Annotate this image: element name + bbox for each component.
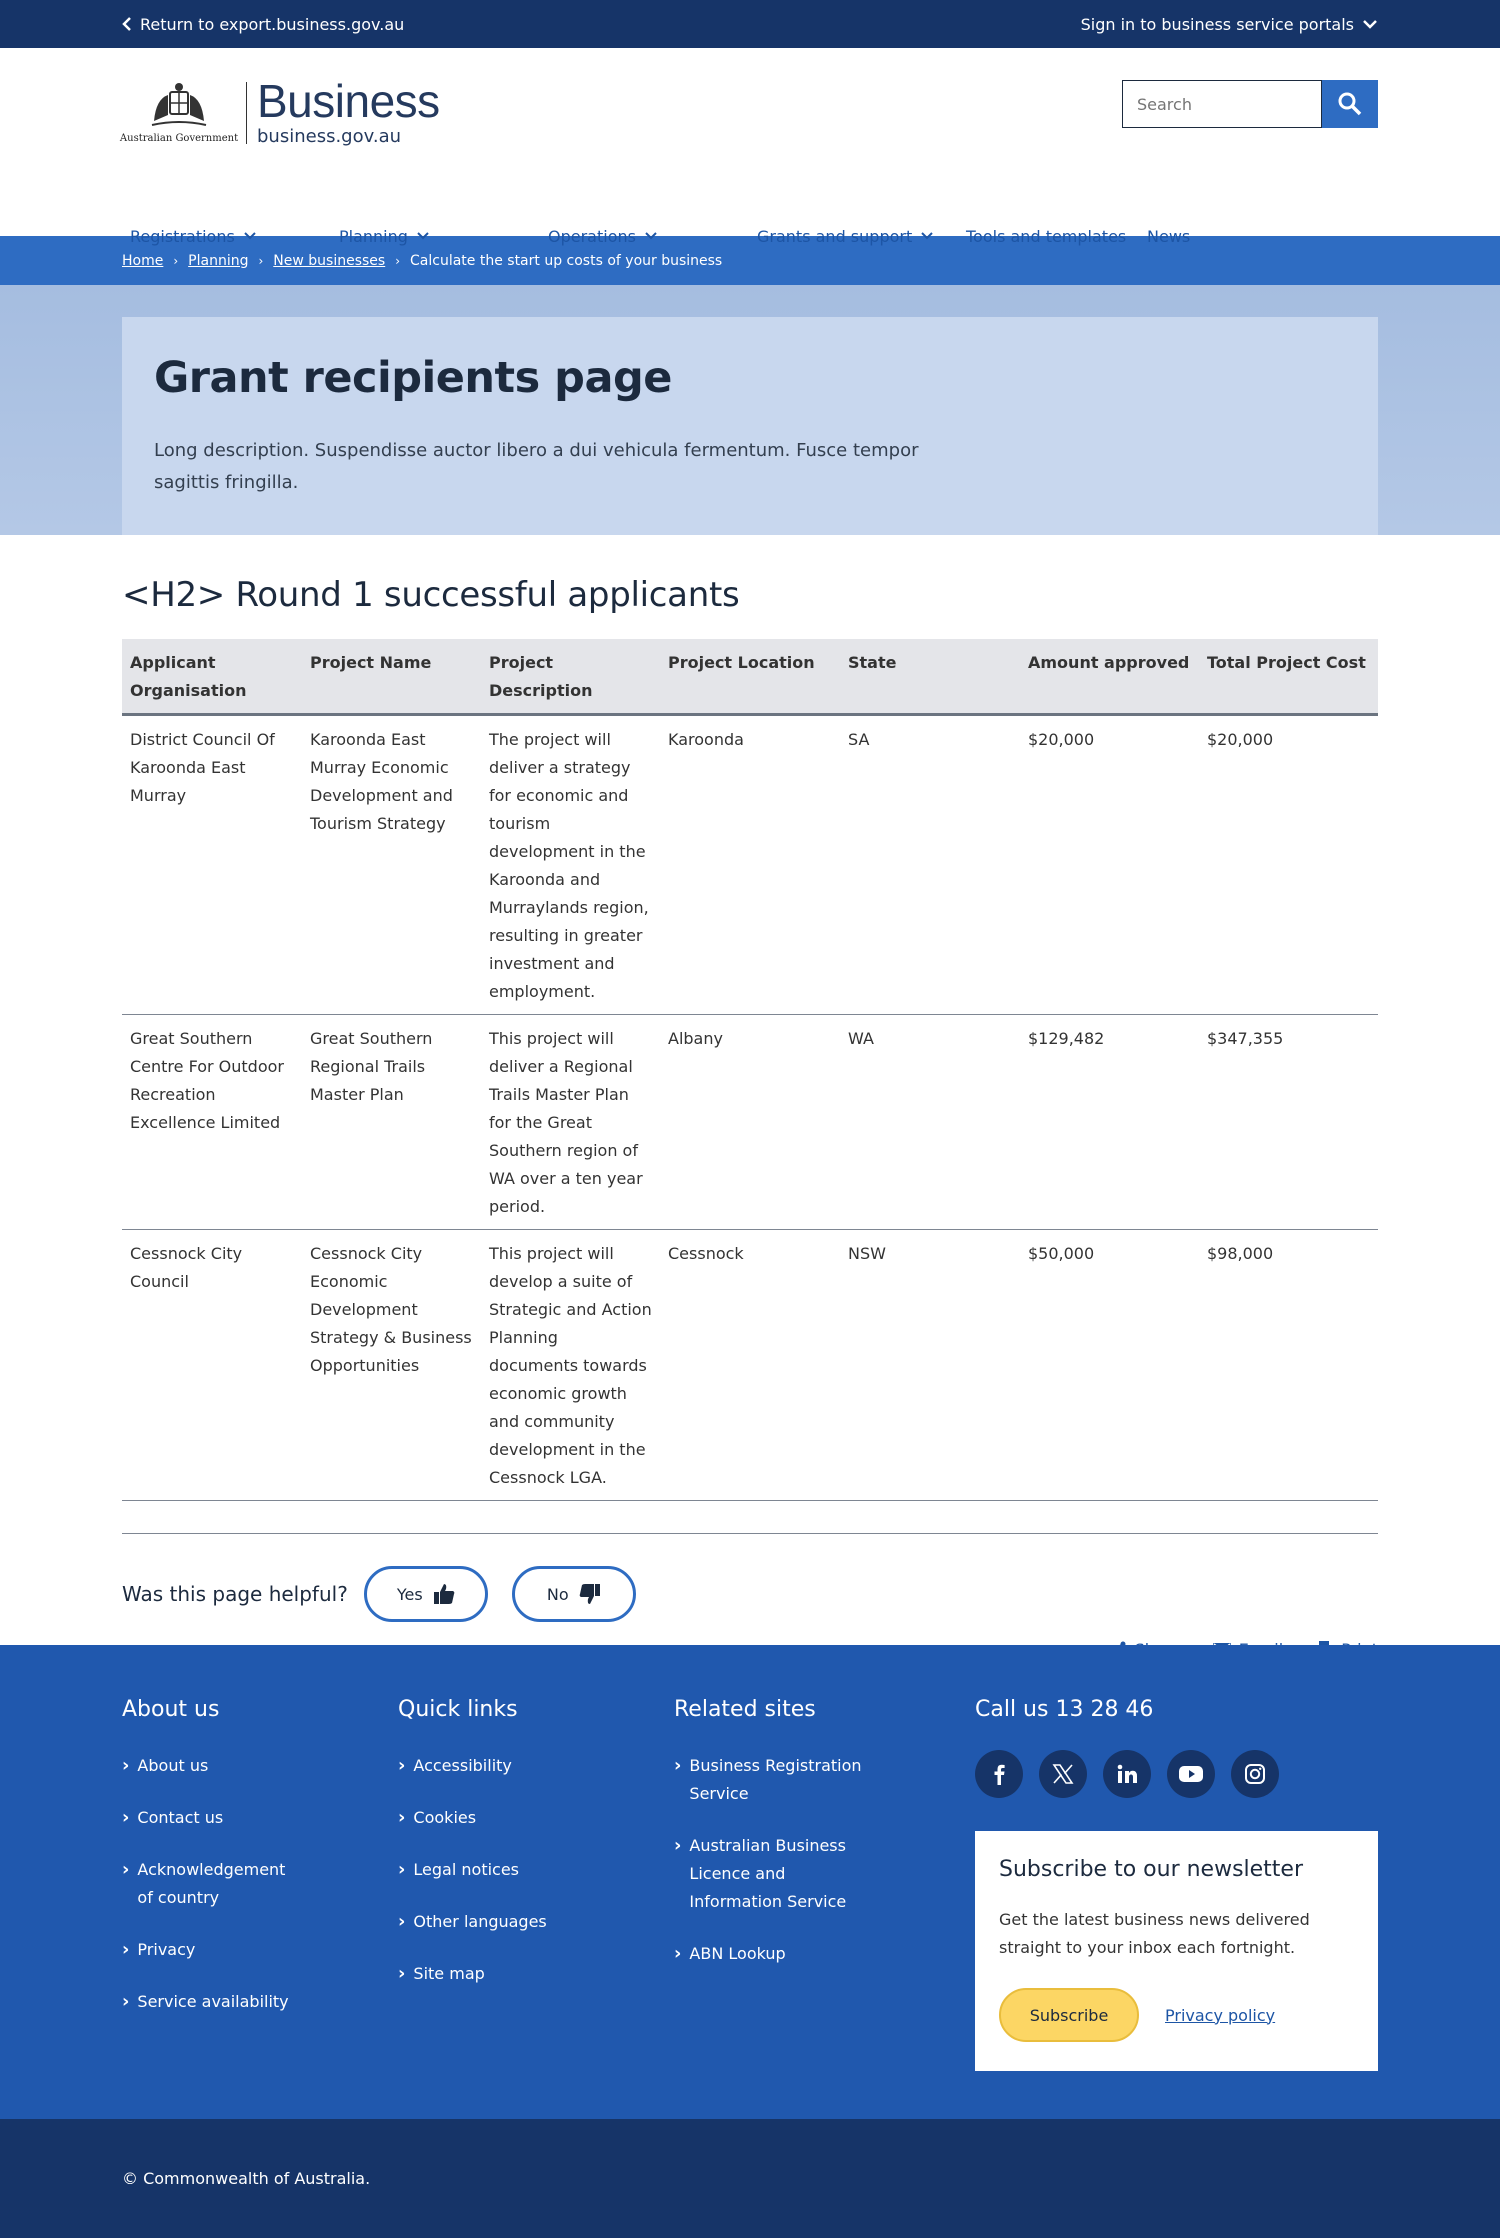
brand-name: Business [257,75,440,127]
coat-of-arms-icon [148,81,210,129]
search-form [1122,80,1378,128]
nav-planning-label: Planning [339,226,408,246]
thumbs-down-icon [579,1583,601,1605]
feedback-no-label: No [546,1584,569,1604]
footer-link[interactable] [398,1804,547,1832]
signin-portals-label: Sign in to business service portals [1080,14,1354,34]
chevron-right-icon: › [122,1807,130,1828]
return-link-label: Return to export.business.gov.au [140,14,405,34]
table-cell: $129,482 [1020,1015,1199,1230]
table-cell: WA [840,1015,1020,1230]
table-cell: Karoonda [660,715,840,1015]
nav-news-label: News [1147,226,1191,246]
footer-related-heading: Related sites [674,1697,816,1722]
instagram-link[interactable] [1231,1750,1279,1798]
table-cell: District Council Of Karoonda East Murray [122,715,302,1015]
facebook-icon [988,1763,1010,1785]
table-cell: This project will develop a suite of Strategic and Action Planning documents towards economic growth and community development in the Cessnock LGA. [481,1230,660,1501]
column-header: State [840,639,1020,715]
breadcrumb-home[interactable]: Home [122,252,164,269]
footer-quick-links-column [398,1697,547,2012]
facebook-link[interactable] [975,1750,1023,1798]
chevron-right-icon: › [398,1755,406,1776]
chevron-right-icon: › [122,1859,130,1880]
government-label: Australian Government [119,133,239,144]
footer-link-label: Accessibility [413,1756,512,1775]
chevron-right-icon: › [122,1939,130,1960]
breadcrumb-planning[interactable]: Planning [188,252,249,269]
breadcrumb-new-businesses[interactable]: New businesses [273,252,386,269]
chevron-right-icon: › [398,1807,406,1828]
footer-link-label: Contact us [137,1808,224,1827]
youtube-link[interactable] [1167,1750,1215,1798]
divider [122,1533,1378,1534]
chevron-right-icon: › [674,1943,682,1964]
footer-about-column [122,1697,292,2040]
x-link[interactable] [1039,1750,1087,1798]
footer-link-label: Site map [413,1964,485,1983]
privacy-policy-link[interactable]: Privacy policy [1165,2005,1276,2025]
feedback-question: Was this page helpful? [122,1582,348,1606]
table-cell: Cessnock City Council [122,1230,302,1501]
footer-link[interactable] [122,1988,292,2016]
table-cell: Great Southern Centre For Outdoor Recreation Excellence Limited [122,1015,302,1230]
newsletter-text: Get the latest business news delivered straight to your inbox each fortnight. [999,1910,1310,1957]
page-description: Long description. Suspendisse auctor libero a dui vehicula fermentum. Fusce tempor sagittis fringilla. [154,440,919,493]
search-button[interactable] [1322,80,1378,128]
chevron-right-icon: › [258,253,264,268]
chevron-right-icon: › [674,1835,682,1856]
breadcrumb [0,236,1500,285]
footer-link-label: Business Registration Service [689,1756,862,1803]
table-cell: $50,000 [1020,1230,1199,1501]
chevron-right-icon: › [173,253,179,268]
breadcrumb-current: Calculate the start up costs of your business [410,252,723,269]
table-row [122,1015,1378,1230]
footer-link-label: Cookies [413,1808,477,1827]
feedback-section [122,1566,1378,1622]
column-header: Project Description [481,639,660,715]
footer-link[interactable] [122,1856,292,1912]
search-icon [1337,91,1363,117]
linkedin-link[interactable] [1103,1750,1151,1798]
copyright-text: © Commonwealth of Australia. [122,2169,371,2188]
column-header: Project Name [302,639,481,715]
top-bar [0,0,1500,48]
footer-link-label: Privacy [137,1940,196,1959]
column-header: Project Location [660,639,840,715]
nav-registrations-label: Registrations [130,226,235,246]
column-header: Amount approved [1020,639,1199,715]
youtube-icon [1179,1765,1203,1783]
footer-link[interactable] [398,1752,547,1780]
footer-contact-column [975,1697,1279,1798]
social-links [975,1750,1279,1798]
copyright-bar [0,2119,1500,2238]
footer-quick-heading: Quick links [398,1697,518,1722]
table-cell: The project will deliver a strategy for economic and tourism development in the Karoonda and Murraylands region, resulting in greater investment and employment. [481,715,660,1015]
signin-portals-link[interactable] [1081,15,1378,34]
table-cell: Karoonda East Murray Economic Development and Tourism Strategy [302,715,481,1015]
table-cell: This project will deliver a Regional Trails Master Plan for the Great Southern region of WA over a ten year period. [481,1015,660,1230]
footer-link-label: Service availability [137,1992,289,2011]
table-row [122,715,1378,1015]
table-cell: $98,000 [1199,1230,1378,1501]
footer-link[interactable] [122,1936,292,1964]
table-header-row [122,639,1378,715]
chevron-right-icon: › [398,1859,406,1880]
subscribe-button[interactable]: Subscribe [999,1988,1139,2042]
return-link[interactable] [122,15,404,34]
column-header: Applicant Organisation [122,639,302,715]
table-cell: Cessnock City Economic Development Strategy & Business Opportunities [302,1230,481,1501]
table-row [122,1230,1378,1501]
chevron-right-icon: › [395,253,401,268]
feedback-no-button[interactable] [512,1566,636,1622]
footer-link[interactable] [398,1856,547,1884]
coat-of-arms [119,81,239,144]
footer-link[interactable] [398,1960,547,1988]
feedback-yes-button[interactable] [364,1566,488,1622]
hero-card [122,317,1378,535]
footer-link-label: Australian Business Licence and Information Service [689,1836,847,1911]
nav-operations-label: Operations [548,226,636,246]
table-cell: Cessnock [660,1230,840,1501]
brand-domain: business.gov.au [257,126,402,147]
footer-link[interactable] [674,1752,864,1808]
footer-link-label: ABN Lookup [689,1944,786,1963]
main-content [0,535,1500,1659]
footer-link-label: Legal notices [413,1860,520,1879]
chevron-right-icon: › [122,1755,130,1776]
footer-about-heading: About us [122,1697,220,1722]
newsletter-heading: Subscribe to our newsletter [999,1857,1304,1882]
table-cell: $20,000 [1199,715,1378,1015]
feedback-yes-label: Yes [396,1584,423,1604]
linkedin-icon [1116,1763,1138,1785]
x-icon [1052,1763,1074,1785]
page-title: Grant recipients page [154,353,672,403]
footer-link[interactable] [674,1832,864,1916]
search-input[interactable] [1122,80,1322,128]
table-cell: $20,000 [1020,715,1199,1015]
table-cell: Great Southern Regional Trails Master Plan [302,1015,481,1230]
footer-link-label: Acknowledgement of country [137,1860,286,1907]
chevron-right-icon: › [398,1963,406,1984]
footer-link-label: Other languages [413,1912,547,1931]
footer-call-heading: Call us 13 28 46 [975,1697,1154,1722]
footer-link[interactable] [122,1752,292,1780]
section-heading: <H2> Round 1 successful applicants [122,575,740,615]
chevron-right-icon: › [122,1991,130,2012]
nav-tools-label: Tools and templates [966,226,1127,246]
newsletter-actions [999,1988,1354,2042]
column-header: Total Project Cost [1199,639,1378,715]
footer-link-label: About us [137,1756,209,1775]
table-cell: SA [840,715,1020,1015]
site-header [0,48,1500,246]
footer-link[interactable] [674,1940,864,1968]
table-cell: $347,355 [1199,1015,1378,1230]
hero-banner [0,285,1500,535]
table-cell: NSW [840,1230,1020,1501]
footer-related-sites-column [674,1697,864,1992]
table-cell: Albany [660,1015,840,1230]
footer-link[interactable] [122,1804,292,1832]
site-logo[interactable] [119,75,440,147]
applicants-table [122,639,1378,1501]
chevron-left-icon [122,16,132,32]
site-footer [0,1645,1500,2119]
logo-divider [246,82,247,144]
nav-grants-label: Grants and support [757,226,913,246]
chevron-down-icon [1362,19,1378,29]
chevron-right-icon: › [398,1911,406,1932]
newsletter-card [975,1831,1378,2071]
thumbs-up-icon [433,1583,455,1605]
chevron-right-icon: › [674,1755,682,1776]
instagram-icon [1244,1763,1266,1785]
footer-link[interactable] [398,1908,547,1936]
